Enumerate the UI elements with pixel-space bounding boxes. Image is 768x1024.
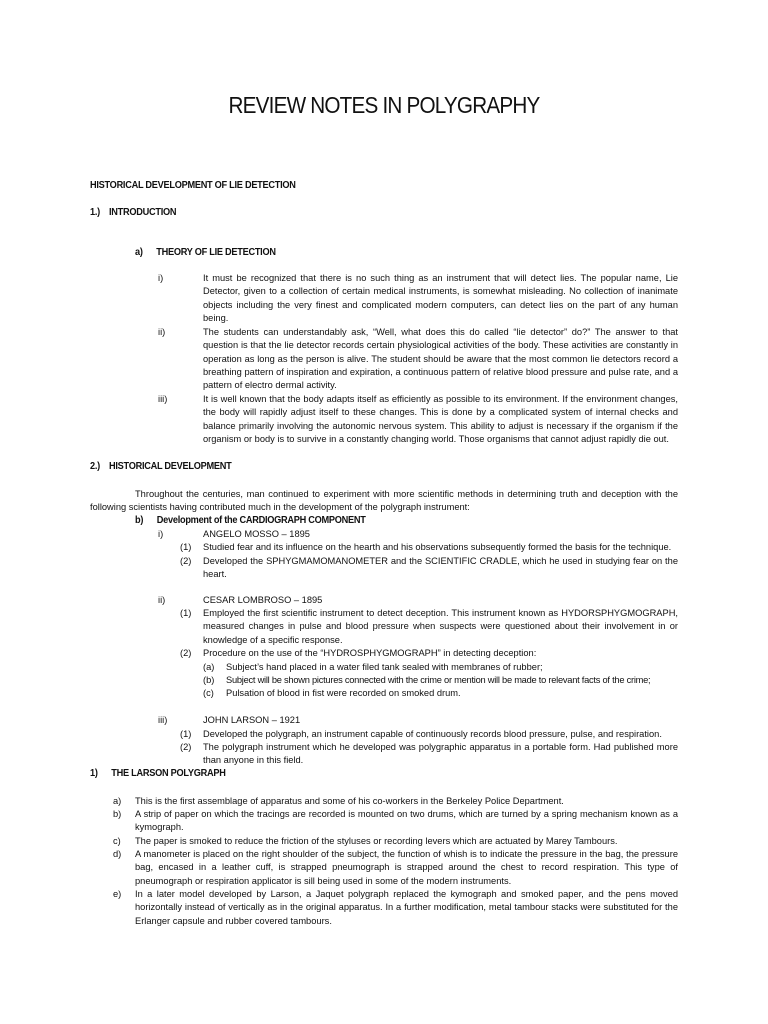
intro-item-text: The students can understandably ask, “Well, what does this do called “lie detector” do?” The answer to that question is that the lie detector records certain physiological activities of the body. These activities are constantly in operation as long as the person is alive. The student should be aware that the most common lie detectors record a breathing pattern of inspiration and expiration, a continuous pattern of relative blood pressure and pulse rate, and a pattern of electro dermal activity. <box>203 327 678 391</box>
intro-item-label: i) <box>158 273 164 283</box>
point-label: (2) <box>180 742 192 752</box>
larson-item-label: a) <box>113 796 122 806</box>
intro-item-text: It is well known that the body adapts itself as efficiently as possible to its environment. If the environment changes, the body will rapidly adjust itself to these changes. This is done by a complicated system of internal checks and balance primarily involving the autonomic nervous system. This ability to adjust is necessary if the organism if the organism or body is to survive in a constantly changing world. Those organisms that cannot adjust rapidly die out. <box>203 394 678 444</box>
larson-polygraph-heading: 1) THE LARSON POLYGRAPH <box>90 768 226 779</box>
subpoint-label: (a) <box>203 662 215 672</box>
larson-item-label: c) <box>113 836 121 846</box>
intro-item-label: ii) <box>158 327 166 337</box>
page-title: REVIEW NOTES IN POLYGRAPHY <box>228 92 540 118</box>
point-text: Developed the SPHYGMAMOMANOMETER and the SCIENTIFIC CRADLE, which he used in studying fear on the heart. <box>203 556 678 580</box>
subpoint-text: Subject will be shown pictures connected with the crime or mention will be made to relevant facts of the crime; <box>226 675 651 685</box>
point-text: Employed the first scientific instrument to detect deception. This instrument known as HYDORSPHYGMOGRAPH, measured changes in pulse and blood pressure when suspects were questioned about their involvement in or knowledge of a specific response. <box>203 608 678 645</box>
larson-item-text: In a later model developed by Larson, a Jaquet polygraph replaced the kymograph and smoked paper, and the pens moved horizontally instead of vertically as in the original apparatus. In a further modification, metal tambour stacks were substituted for the Erlanger capsule and rubber covered tambours. <box>135 889 678 926</box>
subpoint-text: Pulsation of blood in fist were recorded on smoked drum. <box>226 688 461 698</box>
person-label: iii) <box>158 715 168 725</box>
person-name: JOHN LARSON – 1921 <box>203 715 301 725</box>
point-text: Procedure on the use of the “HYDROSPHYGMOGRAPH” in detecting deception: <box>203 648 537 658</box>
larson-item-text: A manometer is placed on the right shoulder of the subject, the function of whish is to indicate the pressure in the bag, the pressure bag, encased in a leather cuff, is strapped pneumograph is strapped around the chest to record respiration. This type of pneumograph or respiration applicator is sill being used in some of the modern instruments. <box>135 849 678 886</box>
point-label: (1) <box>180 542 192 552</box>
intro-item-label: iii) <box>158 394 168 404</box>
person-label: i) <box>158 529 164 539</box>
intro-heading: 1.) INTRODUCTION <box>90 207 177 218</box>
subpoint-text: Subject’s hand placed in a water filed tank sealed with membranes of rubber; <box>226 662 543 672</box>
person-label: ii) <box>158 595 166 605</box>
point-label: (2) <box>180 556 192 566</box>
theory-heading: a) THEORY OF LIE DETECTION <box>135 247 276 258</box>
larson-item-text: The paper is smoked to reduce the friction of the styluses or recording levers which are actuated by Marey Tambours. <box>135 836 618 846</box>
person-name: ANGELO MOSSO – 1895 <box>203 529 310 539</box>
point-label: (2) <box>180 648 192 658</box>
point-label: (1) <box>180 729 192 739</box>
point-text: Developed the polygraph, an instrument capable of continuously records blood pressure, pulse, and respiration. <box>203 729 662 739</box>
subpoint-label: (b) <box>203 675 215 685</box>
larson-item-text: A strip of paper on which the tracings are recorded is mounted on two drums, which are turned by a spring mechanism known as a kymograph. <box>135 809 678 833</box>
larson-item-label: e) <box>113 889 122 899</box>
point-label: (1) <box>180 608 192 618</box>
intro-item-text: It must be recognized that there is no such thing as an instrument that will detect lies. The popular name, Lie Detector, given to a collection of certain medical instruments, is somewhat misleading. No collection of inanimate objects including the very finest and complicated modern computers, can detect lies on the part of any human being. <box>203 273 678 323</box>
subpoint-label: (c) <box>203 688 214 698</box>
larson-item-label: d) <box>113 849 122 859</box>
cardiograph-heading: b) Development of the CARDIOGRAPH COMPONENT <box>135 515 366 526</box>
history-heading: 2.) HISTORICAL DEVELOPMENT <box>90 461 232 472</box>
point-text: The polygraph instrument which he developed was polygraphic apparatus in a portable form. Had published more than anyone in this field. <box>203 742 678 766</box>
larson-item-label: b) <box>113 809 122 819</box>
point-text: Studied fear and its influence on the hearth and his observations subsequently formed the basis for the technique. <box>203 542 672 552</box>
person-name: CESAR LOMBROSO – 1895 <box>203 595 323 605</box>
history-paragraph: Throughout the centuries, man continued to experiment with more scientific methods in determining truth and deception with the following scientists having contributed much in the development of the polygraph instrument: <box>90 489 678 513</box>
larson-item-text: This is the first assemblage of apparatus and some of his co-workers in the Berkeley Police Department. <box>135 796 564 806</box>
section-heading: HISTORICAL DEVELOPMENT OF LIE DETECTION <box>90 180 296 191</box>
